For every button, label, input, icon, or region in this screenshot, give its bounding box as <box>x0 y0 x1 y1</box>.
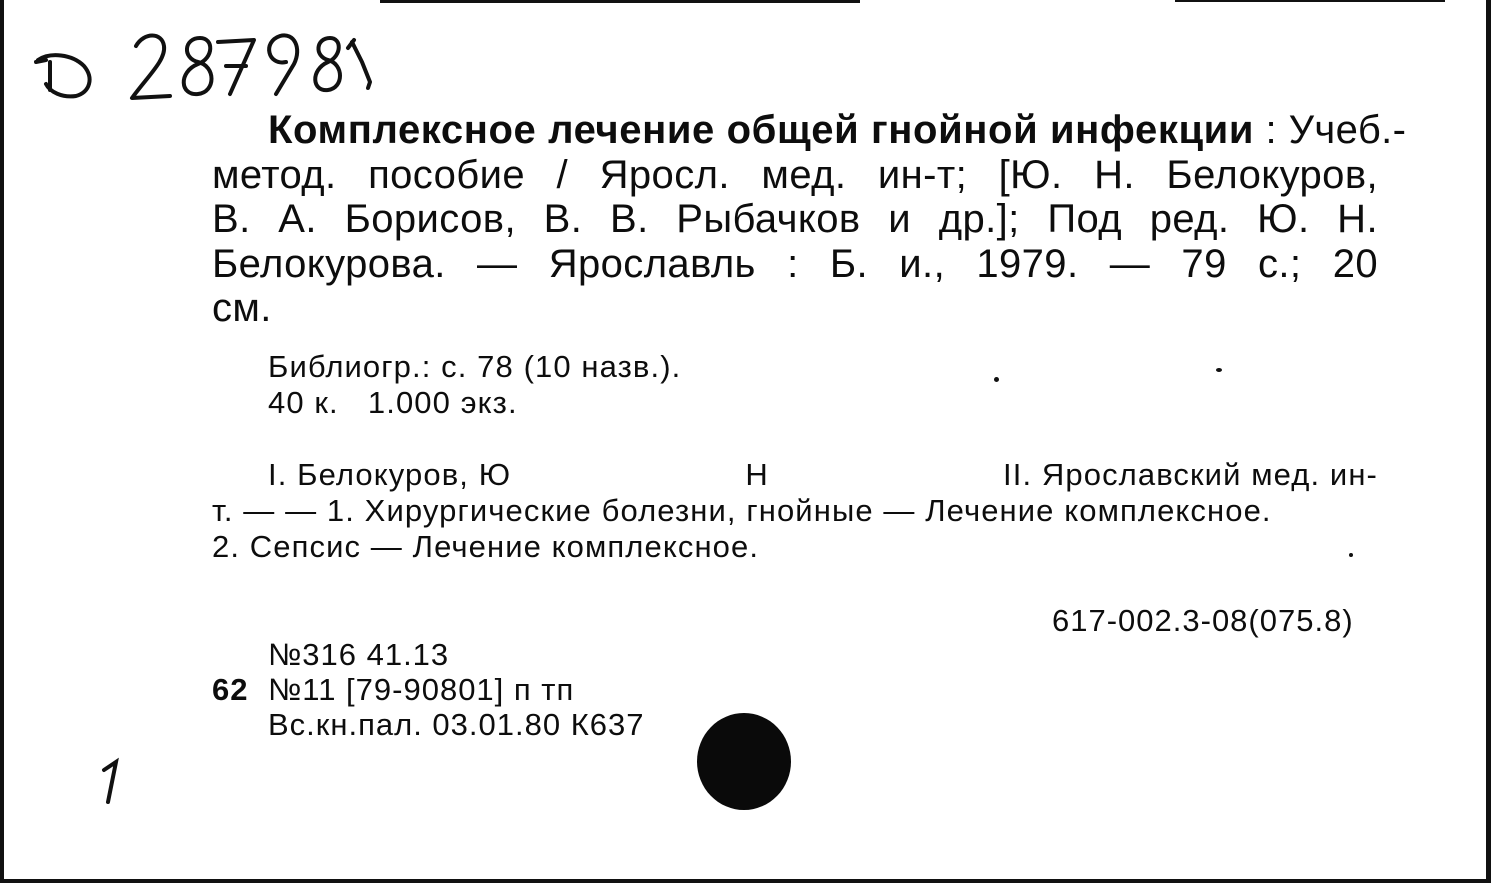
ink-speck <box>1216 368 1222 372</box>
subject-headings <box>212 457 1378 565</box>
added-entry-initial: Н <box>745 457 769 492</box>
ink-speck <box>994 377 999 382</box>
imprint-line: 62 №11 [79-90801] п тп <box>212 672 575 707</box>
subject-row: 2. Сепсис — Лечение комплексное. <box>212 529 760 564</box>
added-entry-author: I. Белокуров, Ю <box>268 457 512 492</box>
card-punch-hole <box>697 713 791 810</box>
title-line: см. <box>212 286 272 330</box>
title-line: Комплексное лечение общей гнойной инфекции : Учеб.- <box>268 108 1407 152</box>
udc-index: 617-002.3-08(075.8) <box>1052 603 1354 638</box>
card-left-edge <box>0 0 4 883</box>
handwritten-inventory-number <box>32 18 372 110</box>
bibliography-note: Библиогр.: с. 78 (10 назв.). <box>268 349 682 384</box>
imprint-line: №316 41.13 <box>268 637 450 672</box>
imprint-block <box>212 637 645 742</box>
card-top-edge <box>1175 0 1445 2</box>
card-number: 62 <box>212 672 249 707</box>
card-bottom-edge <box>0 879 1491 883</box>
handwritten-tick-mark <box>96 756 126 806</box>
subject-row: т. — — 1. Хирургические болезни, гнойные — Лечение комплексное. <box>212 493 1272 528</box>
price-circulation: 40 к. 1.000 экз. <box>268 385 518 420</box>
added-entry-institution: II. Ярославский мед. ин- <box>1003 457 1378 492</box>
notes-block <box>268 349 681 421</box>
title-line: В. А. Борисов, В. В. Рыбачков и др.]; Под ред. Ю. Н. <box>212 197 1378 241</box>
title-line: Белокурова. — Ярославль : Б. и., 1979. — 79 с.; 20 <box>212 241 1378 286</box>
bibliographic-description <box>212 108 1407 331</box>
subject-row <box>212 457 1378 493</box>
card-right-edge <box>1486 0 1491 883</box>
card-top-edge <box>380 0 860 3</box>
ink-speck <box>1349 553 1353 557</box>
title-line: метод. пособие / Яросл. мед. ин-т; [Ю. Н. Белокуров, <box>212 152 1378 197</box>
book-title: Комплексное лечение общей гнойной инфекции <box>268 108 1255 152</box>
imprint-line: Вс.кн.пал. 03.01.80 К637 <box>268 707 645 742</box>
